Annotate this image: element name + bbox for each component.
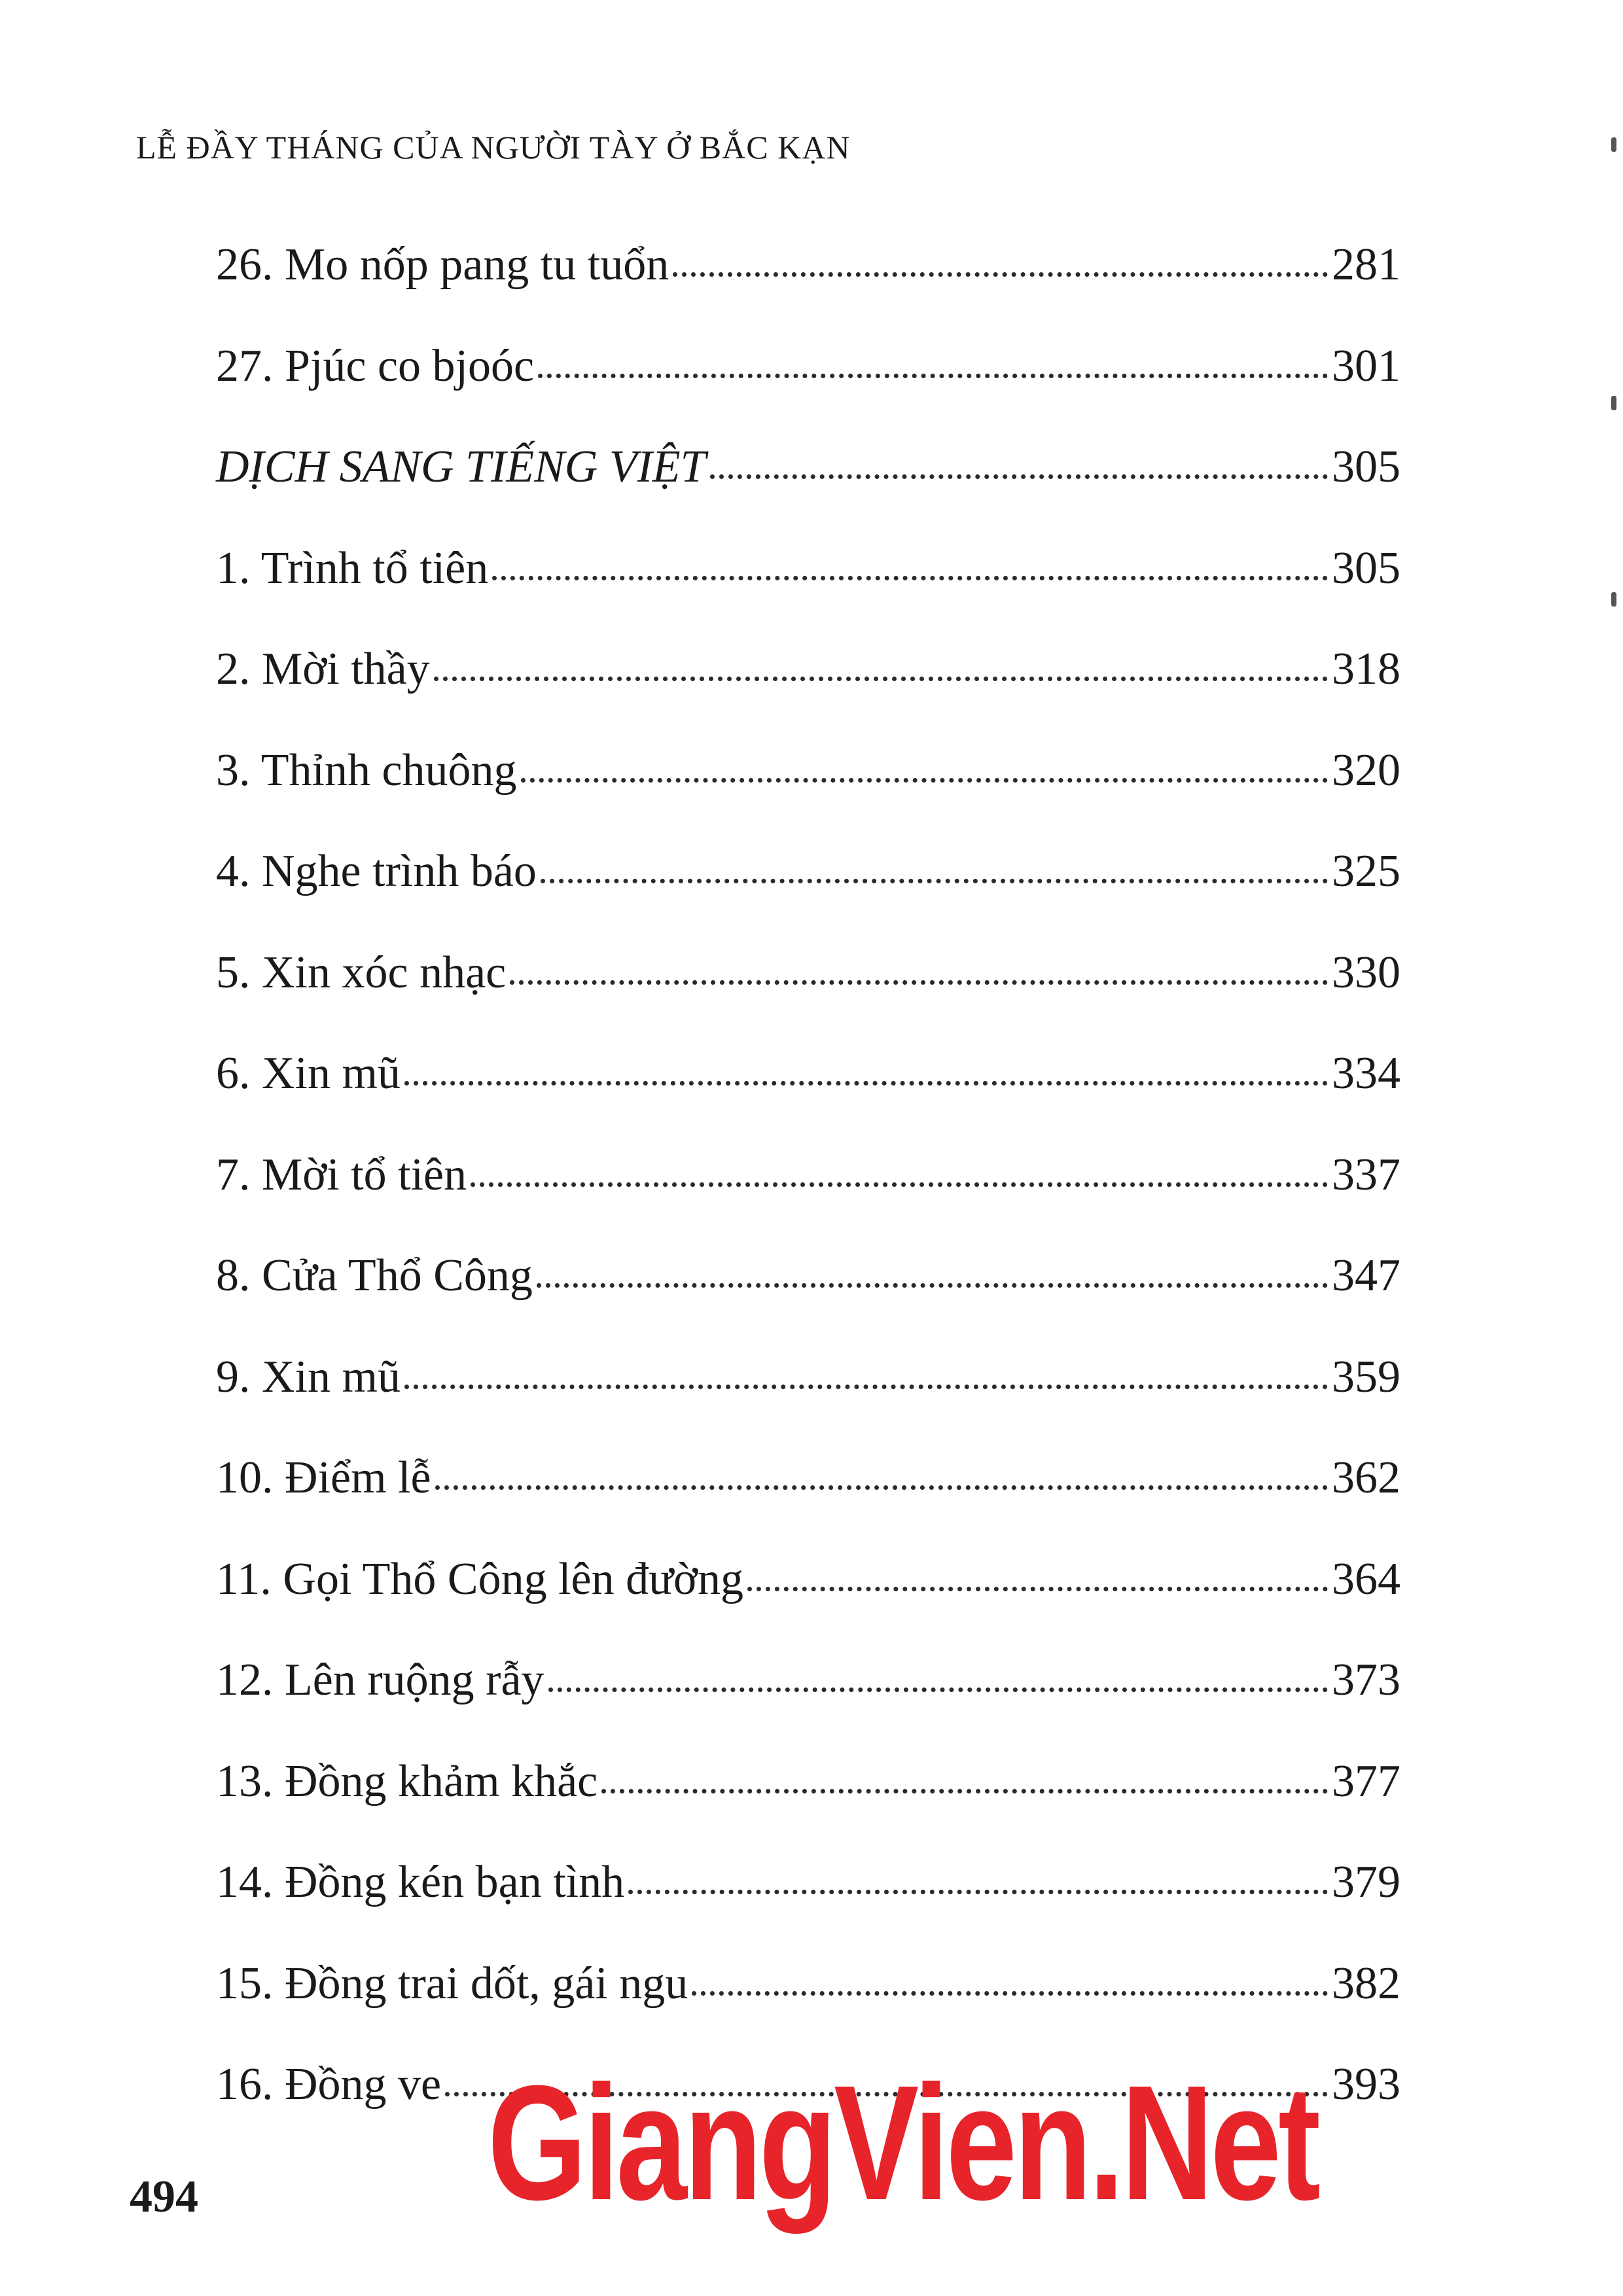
dot-leader (510, 980, 1328, 985)
toc-entry (216, 1149, 1400, 1250)
toc-entry-page: 373 (1332, 1655, 1400, 1705)
dot-leader (673, 272, 1328, 277)
toc-entry-page: 379 (1332, 1857, 1400, 1907)
dot-leader (710, 474, 1328, 479)
toc-entry (216, 1958, 1400, 2059)
dot-leader (521, 778, 1328, 783)
dot-leader (492, 576, 1328, 580)
dot-leader (538, 374, 1328, 378)
toc-entry (216, 239, 1400, 340)
dot-leader (601, 1789, 1328, 1793)
dot-leader (404, 1081, 1328, 1086)
toc-entry-title: 16. Đồng ve (216, 2059, 442, 2110)
toc-entry (216, 340, 1400, 442)
toc-entry-title: 26. Mo nốp pang tu tuổn (216, 239, 669, 290)
dot-leader (747, 1587, 1328, 1591)
toc-entry (216, 845, 1400, 947)
toc-entry (216, 1250, 1400, 1351)
dot-leader (628, 1890, 1328, 1894)
toc-entry-title: 8. Cửa Thổ Công (216, 1250, 533, 1301)
toc-entry-page: 305 (1332, 542, 1400, 593)
dot-leader (434, 677, 1328, 681)
toc-entry-page: 281 (1332, 239, 1400, 290)
toc-entry-title: 10. Điểm lễ (216, 1453, 431, 1503)
scan-edge-mark (1611, 396, 1616, 410)
toc-entry-title: 27. Pjúc co bjoóc (216, 340, 535, 391)
page-number: 494 (130, 2172, 198, 2222)
toc-entry (216, 1756, 1400, 1857)
watermark-logo: GiangVien.Net (488, 2051, 1318, 2234)
toc-entry-title: 11. Gọi Thổ Công lên đường (216, 1553, 744, 1604)
toc-entry-title: 3. Thỉnh chuông (216, 745, 517, 796)
toc-entry-page: 337 (1332, 1149, 1400, 1200)
toc-entry-title: DỊCH SANG TIẾNG VIỆT (216, 442, 706, 492)
toc-entry (216, 1351, 1400, 1453)
toc-entry-page: 362 (1332, 1453, 1400, 1503)
toc-entry-page: 318 (1332, 644, 1400, 694)
dot-leader (404, 1385, 1328, 1389)
toc-entry-page: 347 (1332, 1250, 1400, 1301)
toc-entry-page: 330 (1332, 947, 1400, 998)
toc-entry (216, 1452, 1400, 1553)
scan-edge-mark (1611, 592, 1616, 607)
toc-entry-page: 305 (1332, 442, 1400, 492)
toc-entry (216, 947, 1400, 1048)
toc-entry-page: 301 (1332, 340, 1400, 391)
running-head: LỄ ĐẦY THÁNG CỦA NGƯỜI TÀY Ở BẮC KẠN (136, 129, 851, 166)
toc-entry (216, 1654, 1400, 1756)
toc-entry (216, 542, 1400, 644)
toc-entry-title: 7. Mời tổ tiên (216, 1149, 467, 1200)
toc-entry-title: 5. Xin xóc nhạc (216, 947, 507, 998)
toc-entry-title: 6. Xin mũ (216, 1048, 401, 1099)
toc-entry-page: 377 (1332, 1756, 1400, 1807)
dot-leader (541, 879, 1328, 883)
dot-leader (471, 1182, 1328, 1187)
toc-entry (216, 1048, 1400, 1149)
toc-entry (216, 1856, 1400, 1958)
toc-entry-title: 12. Lên ruộng rẫy (216, 1655, 544, 1705)
dot-leader (435, 1485, 1328, 1490)
toc-entry-title: 15. Đồng trai dốt, gái ngu (216, 1958, 688, 2009)
toc-entry (216, 1553, 1400, 1655)
toc-entry-page: 359 (1332, 1351, 1400, 1402)
toc-entry (216, 745, 1400, 846)
toc-entry-title: 4. Nghe trình báo (216, 846, 537, 896)
table-of-contents (216, 239, 1400, 2160)
toc-entry-title: 9. Xin mũ (216, 1351, 401, 1402)
toc-entry-page: 325 (1332, 846, 1400, 896)
toc-entry-page: 382 (1332, 1958, 1400, 2009)
dot-leader (692, 1991, 1328, 1996)
toc-entry (216, 441, 1400, 542)
toc-entry-title: 13. Đồng khảm khắc (216, 1756, 598, 1807)
toc-entry (216, 643, 1400, 745)
scan-edge-mark (1611, 137, 1616, 152)
toc-entry-title: 2. Mời thầy (216, 644, 430, 694)
toc-entry-page: 364 (1332, 1553, 1400, 1604)
toc-entry-page: 393 (1332, 2059, 1400, 2110)
toc-entry-page: 320 (1332, 745, 1400, 796)
toc-entry-page: 334 (1332, 1048, 1400, 1099)
toc-entry-title: 14. Đồng kén bạn tình (216, 1857, 625, 1907)
dot-leader (548, 1687, 1328, 1692)
dot-leader (537, 1283, 1328, 1288)
toc-entry-title: 1. Trình tổ tiên (216, 542, 489, 593)
